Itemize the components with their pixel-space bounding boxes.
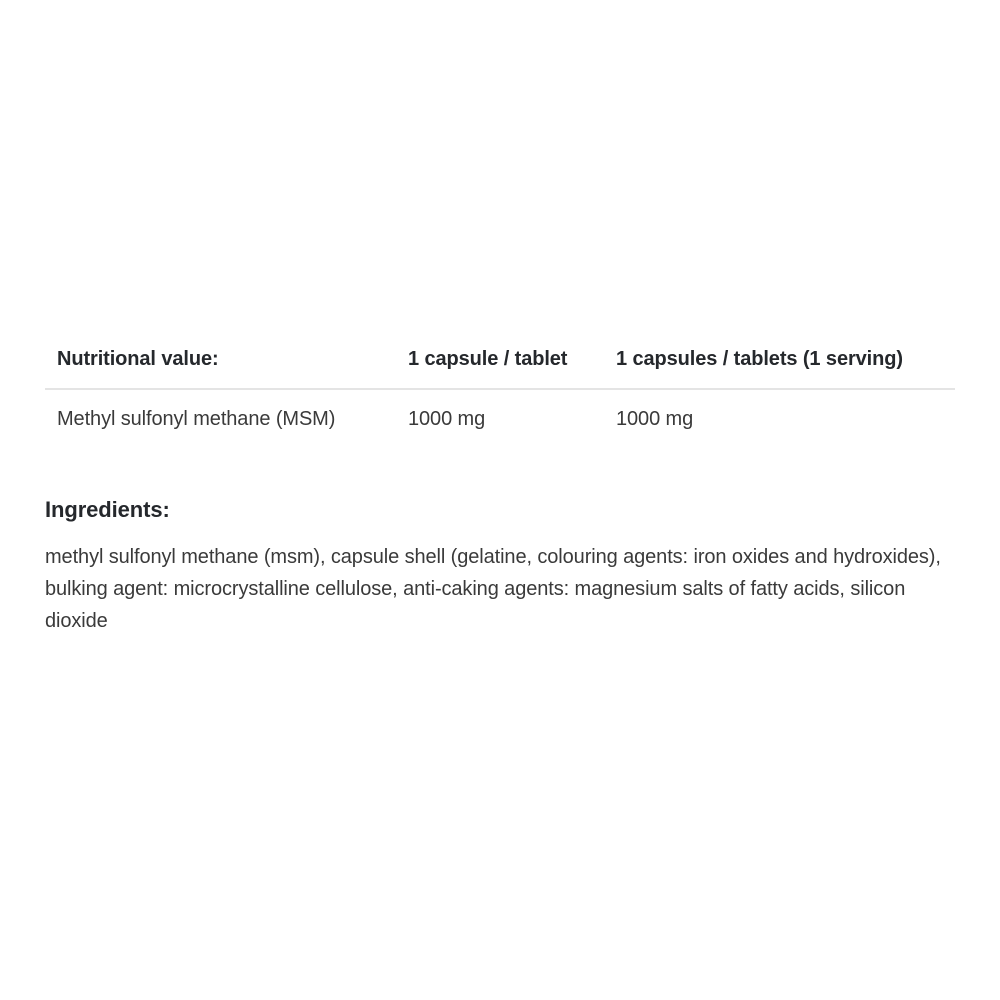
column-header-nutritional-value: Nutritional value: [57,348,219,370]
ingredients-heading: Ingredients: [45,497,170,522]
column-header-per-serving: 1 capsules / tablets (1 serving) [616,348,903,370]
nutrition-table-header-row [45,346,955,390]
ingredients-text: methyl sulfonyl methane (msm), capsule shell (gelatine, colouring agents: iron oxides and hydroxides), bulking agent: microcrystalline cellulose, anti-caking agents: magnesium salts of fatty acids, silicon dioxide [45,546,941,632]
column-header-per-capsule: 1 capsule / tablet [408,348,568,370]
nutrient-name-cell: Methyl sulfonyl methane (MSM) [57,408,336,430]
table-row [45,390,955,432]
nutrient-amount-per-unit-cell: 1000 mg [408,408,486,430]
content-area [0,346,1000,637]
ingredients-section [45,495,955,637]
nutrient-amount-per-serving-cell: 1000 mg [616,408,694,430]
nutrition-table [45,346,955,432]
